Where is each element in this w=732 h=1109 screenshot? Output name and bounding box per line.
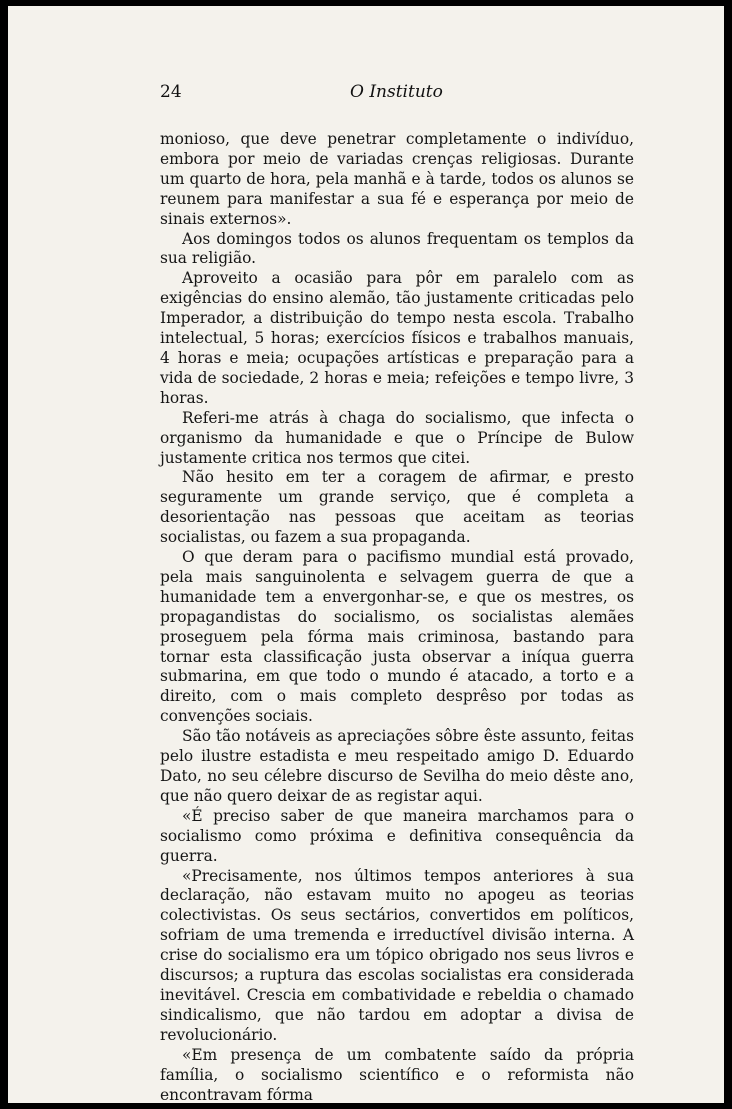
book-page [8, 6, 724, 1103]
paragraph: «Em presença de um combatente saído da própria família, o socialismo scientífico e o reformista não encontravam fórma [160, 1045, 634, 1104]
paragraph: «É preciso saber de que maneira marchamos para o socialismo como próxima e definitiva consequência da guerra. [160, 806, 634, 865]
body-text [160, 130, 634, 1105]
page-header [160, 82, 618, 110]
paragraph: O que deram para o pacifismo mundial está provado, pela mais sanguinolenta e selvagem guerra de que a humanidade tem a envergonhar-se, e que os mestres, os propagandistas do socialismo, os socialistas alemães proseguem pela fórma mais criminosa, bastando para tornar esta classificação justa observar a iníqua guerra submarina, em que todo o mundo é atacado, a torto e a direito, com o mais completo desprêso por todas as convenções sociais. [160, 548, 634, 726]
paragraph: Aproveito a ocasião para pôr em paralelo com as exigências do ensino alemão, tão justamente criticadas pelo Imperador, a distribuição do tempo nesta escola. Trabalho intelectual, 5 horas; exercícios físicos e trabalhos manuais, 4 horas e meia; ocupações artísticas e preparação para a vida de sociedade, 2 horas e meia; refeições e tempo livre, 3 horas. [160, 269, 634, 407]
paragraph: São tão notáveis as apreciações sôbre êste assunto, feitas pelo ilustre estadista e meu respeitado amigo D. Eduardo Dato, no seu célebre discurso de Sevilha do meio dêste ano, que não quero deixar de as registar aqui. [160, 727, 634, 805]
paragraph: Aos domingos todos os alunos frequentam os templos da sua religião. [160, 229, 634, 268]
paragraph: Referi-me atrás à chaga do socialismo, que infecta o organismo da humanidade e que o Príncipe de Bulow justamente critica nos termos que citei. [160, 408, 634, 467]
page-number: 24 [160, 82, 182, 102]
running-title: O Instituto [350, 82, 443, 102]
paragraph: Não hesito em ter a coragem de afirmar, e presto seguramente um grande serviço, que é completa a desorientação nas pessoas que aceitam as teorias socialistas, ou fazem a sua propaganda. [160, 468, 634, 547]
paragraph: «Precisamente, nos últimos tempos anteriores à sua declaração, não estavam muito no apogeu as teorias colectivistas. Os seus sectários, convertidos em políticos, sofriam de uma tremenda e irreductível divisão interna. A crise do socialismo era um tópico obrigado nos seus livros e discursos; a ruptura das escolas socialistas era considerada inevitável. Crescia em combatividade e rebeldia o chamado sindicalismo, que não tardou em adoptar a divisa de revolucionário. [160, 866, 634, 1044]
paragraph: monioso, que deve penetrar completamente o indivíduo, embora por meio de variadas crenças religiosas. Durante um quarto de hora, pela manhã e à tarde, todos os alunos se reunem para manifestar a sua fé e esperança por meio de sinais externos». [160, 130, 634, 228]
